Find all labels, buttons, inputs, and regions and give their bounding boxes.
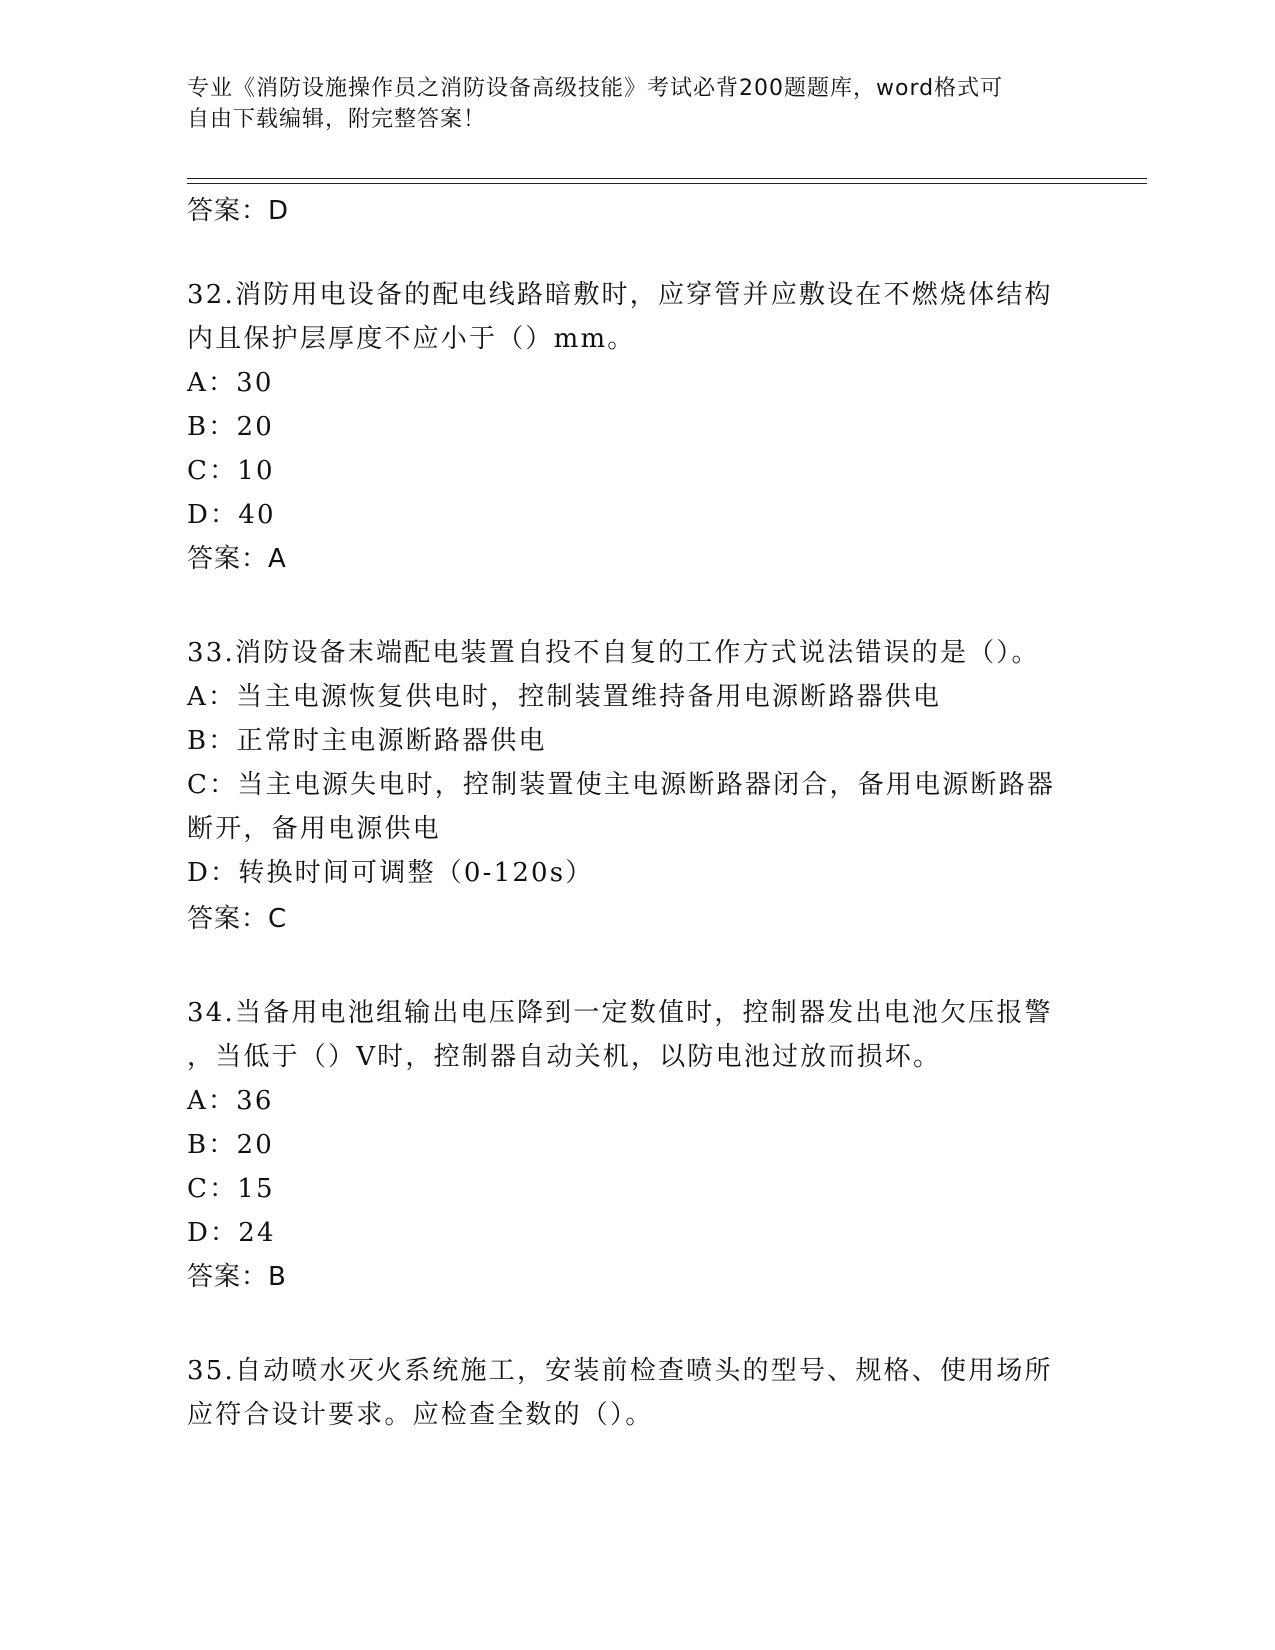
question-33-option-b: B：正常时主电源断路器供电 bbox=[187, 726, 547, 756]
question-33-option-a: A：当主电源恢复供电时，控制装置维持备用电源断路器供电 bbox=[187, 682, 942, 712]
header-line-1: 专业《消防设施操作员之消防设备高级技能》考试必背200题题库，word格式可 bbox=[187, 76, 1004, 101]
question-32-option-a: A：30 bbox=[187, 368, 274, 398]
header-line-2: 自由下载编辑，附完整答案！ bbox=[187, 107, 487, 132]
question-35-stem-line-1: 35.自动喷水灭火系统施工，安装前检查喷头的型号、规格、使用场所 bbox=[187, 1356, 1053, 1386]
question-33-answer: 答案：C bbox=[187, 904, 288, 934]
question-32-stem-line-2: 内且保护层厚度不应小于（）mm。 bbox=[187, 324, 636, 354]
question-32-option-b: B：20 bbox=[187, 412, 274, 442]
question-35-stem-line-2: 应符合设计要求。应检查全数的（）。 bbox=[187, 1400, 654, 1430]
question-33-option-c-line-1: C：当主电源失电时，控制装置使主电源断路器闭合，备用电源断路器 bbox=[187, 770, 1056, 800]
previous-answer: 答案：D bbox=[187, 196, 290, 226]
header-divider-bottom bbox=[187, 183, 1147, 184]
question-32-option-c: C：10 bbox=[187, 456, 275, 486]
question-34-stem-line-1: 34.当备用电池组输出电压降到一定数值时，控制器发出电池欠压报警 bbox=[187, 998, 1053, 1028]
question-34-option-c: C：15 bbox=[187, 1174, 275, 1204]
question-34-option-a: A：36 bbox=[187, 1086, 274, 1116]
question-33-option-d: D：转换时间可调整（0-120s） bbox=[187, 858, 594, 888]
question-32-answer: 答案：A bbox=[187, 544, 287, 574]
question-34-answer: 答案：B bbox=[187, 1262, 287, 1292]
document-header bbox=[187, 73, 1087, 135]
question-34-stem-line-2: ，当低于（）V时，控制器自动关机，以防电池过放而损坏。 bbox=[187, 1042, 942, 1072]
header-divider-top bbox=[187, 178, 1147, 179]
question-34-option-b: B：20 bbox=[187, 1130, 274, 1160]
question-33-stem-line-1: 33.消防设备末端配电装置自投不自复的工作方式说法错误的是（）。 bbox=[187, 638, 1040, 668]
question-32-option-d: D：40 bbox=[187, 500, 276, 530]
question-34-option-d: D：24 bbox=[187, 1218, 276, 1248]
question-33-option-c-line-2: 断开，备用电源供电 bbox=[187, 814, 441, 844]
question-32-stem-line-1: 32.消防用电设备的配电线路暗敷时，应穿管并应敷设在不燃烧体结构 bbox=[187, 280, 1053, 310]
